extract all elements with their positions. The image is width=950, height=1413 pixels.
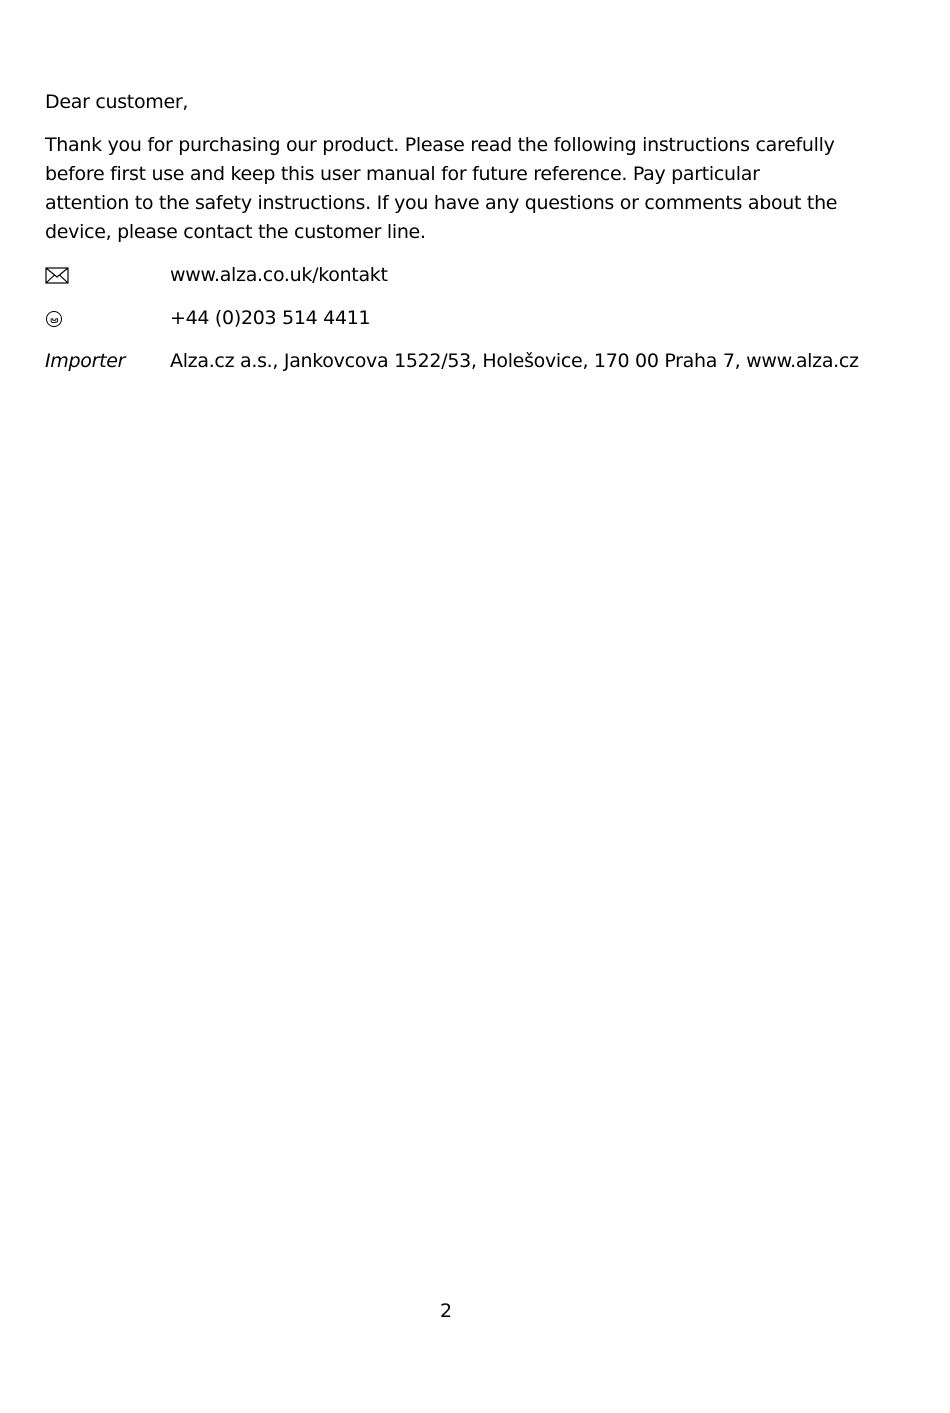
phone-icon	[45, 310, 170, 328]
greeting-text: Dear customer,	[45, 91, 189, 113]
contact-row-email	[45, 261, 845, 290]
envelope-icon	[45, 267, 170, 284]
page-number: 2	[439, 1300, 453, 1322]
manual-page-content	[45, 88, 859, 390]
phone-number[interactable]: +44 (0)203 514 4411	[170, 307, 371, 329]
importer-label: Importer	[45, 350, 126, 372]
importer-address: Alza.cz a.s., Jankovcova 1522/53, Holešovice, 170 00 Praha 7, www.alza.cz	[170, 350, 859, 372]
contact-row-phone	[45, 304, 845, 333]
intro-paragraph: Thank you for purchasing our product. Please read the following instructions carefully before first use and keep this user manual for future reference. Pay particular attention to the safety instructions. If you have any questions or comments about the device, please contact the customer line.	[45, 134, 838, 243]
contact-row-importer	[45, 347, 859, 376]
email-contact-link[interactable]: www.alza.co.uk/kontakt	[170, 264, 388, 286]
